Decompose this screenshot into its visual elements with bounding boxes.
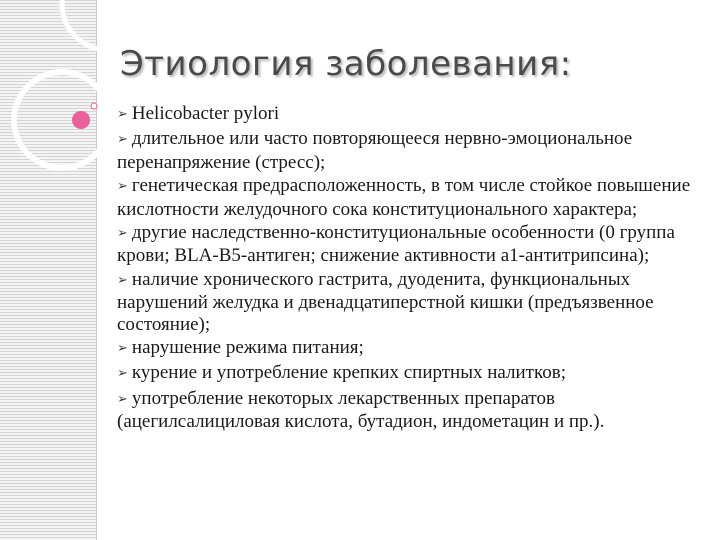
list-item: ➢ генетическая предрасположенность, в том числе стойкое повышение кислотности желудочного сока конституционального характера; xyxy=(117,175,691,220)
arrow-bullet-icon: ➢ xyxy=(117,225,128,241)
list-item: ➢ нарушение режима питания; xyxy=(117,336,364,358)
list-item: ➢ длительное или часто повторяющееся нервно-эмоциональное перенапряжение (стресс); xyxy=(117,128,633,173)
arrow-bullet-icon: ➢ xyxy=(117,132,128,148)
list-item: ➢ курение и употребление крепких спиртных налитков; xyxy=(117,362,566,384)
decorative-circles xyxy=(0,0,120,200)
slide-title: Этиология заболевания: xyxy=(120,44,572,84)
arrow-bullet-icon: ➢ xyxy=(117,366,128,382)
list-item: ➢ другие наследственно-конституциональные особенности (0 группа крови; BLA-B5-антиген; снижение активности a1-антитрипсина); xyxy=(117,221,675,267)
list-item: ➢ Helicobacter pylori xyxy=(117,103,280,124)
list-item: ➢ наличие хронического гастрита, дуоденита, функциональных нарушений желудка и двенадцатиперстной кишки (предъязвенное состояние); xyxy=(117,268,654,335)
pink-dot-icon xyxy=(72,111,90,129)
bullet-list xyxy=(117,103,702,434)
arrow-bullet-icon: ➢ xyxy=(117,107,128,122)
arrow-bullet-icon: ➢ xyxy=(117,272,128,288)
arrow-bullet-icon: ➢ xyxy=(117,391,128,407)
arrow-bullet-icon: ➢ xyxy=(117,179,128,195)
list-item: ➢ употребление некоторых лекарственных препаратов (ацегилсалициловая кислота, бутадион, индометацин и пр.). xyxy=(117,387,605,433)
arrow-bullet-icon: ➢ xyxy=(117,340,128,356)
